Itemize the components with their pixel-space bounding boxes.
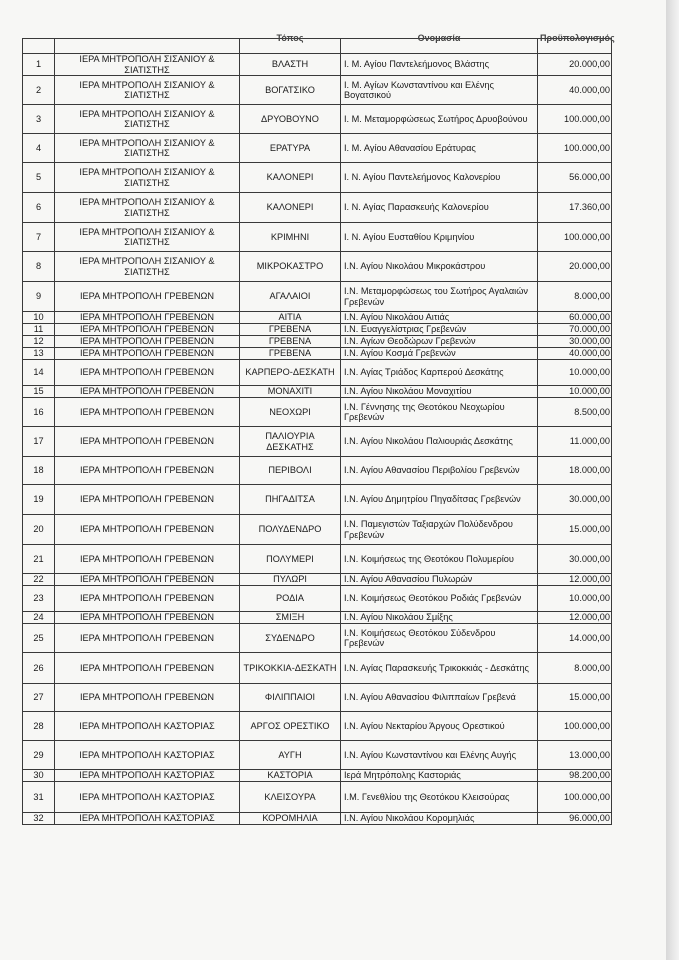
metropolis-cell: ΙΕΡΑ ΜΗΤΡΟΠΟΛΗ ΓΡΕΒΕΝΩΝ xyxy=(55,360,240,386)
amount-cell: 100.000,00 xyxy=(538,223,612,252)
table-row xyxy=(23,252,612,282)
amount-cell: 10.000,00 xyxy=(538,586,612,612)
row-number-cell: 25 xyxy=(23,624,55,653)
place-cell: ΒΛΑΣΤΗ xyxy=(240,54,341,76)
row-number-cell: 7 xyxy=(23,223,55,252)
metropolis-cell: ΙΕΡΑ ΜΗΤΡΟΠΟΛΗ ΓΡΕΒΕΝΩΝ xyxy=(55,386,240,398)
metropolis-cell: ΙΕΡΑ ΜΗΤΡΟΠΟΛΗ ΓΡΕΒΕΝΩΝ xyxy=(55,684,240,712)
amount-cell: 20.000,00 xyxy=(538,252,612,282)
place-cell: ΚΑΛΟΝΕΡΙ xyxy=(240,193,341,223)
row-number-cell: 26 xyxy=(23,653,55,684)
place-cell: ΓΡΕΒΕΝΑ xyxy=(240,324,341,336)
place-cell: ΚΛΕΙΣΟΥΡΑ xyxy=(240,782,341,813)
header-cell-name xyxy=(341,33,538,54)
place-cell: ΓΡΕΒΕΝΑ xyxy=(240,348,341,360)
table-row xyxy=(23,586,612,612)
amount-cell: 70.000,00 xyxy=(538,324,612,336)
amount-cell: 56.000,00 xyxy=(538,163,612,193)
metropolis-cell: ΙΕΡΑ ΜΗΤΡΟΠΟΛΗ ΣΙΣΑΝΙΟΥ & ΣΙΑΤΙΣΤΗΣ xyxy=(55,223,240,252)
place-cell: ΑΓΑΛΑΙΟΙ xyxy=(240,282,341,312)
church-name-cell: Ι.Μ. Γενεθλίου της Θεοτόκου Κλεισούρας xyxy=(341,782,538,813)
row-number-cell: 19 xyxy=(23,485,55,515)
table-row xyxy=(23,545,612,574)
metropolis-cell: ΙΕΡΑ ΜΗΤΡΟΠΟΛΗ ΣΙΣΑΝΙΟΥ & ΣΙΑΤΙΣΤΗΣ xyxy=(55,163,240,193)
row-number-cell: 24 xyxy=(23,612,55,624)
row-number-cell: 28 xyxy=(23,712,55,741)
row-number-cell: 4 xyxy=(23,134,55,163)
table-row xyxy=(23,712,612,741)
row-number-cell: 1 xyxy=(23,54,55,76)
metropolis-cell: ΙΕΡΑ ΜΗΤΡΟΠΟΛΗ ΓΡΕΒΕΝΩΝ xyxy=(55,574,240,586)
place-cell: ΜΙΚΡΟΚΑΣΤΡΟ xyxy=(240,252,341,282)
row-number-cell: 8 xyxy=(23,252,55,282)
church-name-cell: Ι.Ν. Αγίου Νεκταρίου Άργους Ορεστικού xyxy=(341,712,538,741)
table-row xyxy=(23,348,612,360)
header-cell-budget xyxy=(538,33,615,54)
church-name-cell: Ι.Ν. Αγίου Αθανασίου Φιλιππαίων Γρεβενά xyxy=(341,684,538,712)
row-number-cell: 14 xyxy=(23,360,55,386)
church-name-cell: Ι. Ν. Αγίου Παντελεήμονος Καλονερίου xyxy=(341,163,538,193)
place-cell: ΚΑΛΟΝΕΡΙ xyxy=(240,163,341,193)
amount-cell: 30.000,00 xyxy=(538,336,612,348)
metropolis-cell: ΙΕΡΑ ΜΗΤΡΟΠΟΛΗ ΓΡΕΒΕΝΩΝ xyxy=(55,282,240,312)
table-row xyxy=(23,515,612,545)
amount-cell: 60.000,00 xyxy=(538,312,612,324)
amount-cell: 17.360,00 xyxy=(538,193,612,223)
church-name-cell: Ι.Ν. Αγίου Κοσμά Γρεβενών xyxy=(341,348,538,360)
table-row xyxy=(23,427,612,457)
table-row xyxy=(23,457,612,485)
row-number-cell: 13 xyxy=(23,348,55,360)
amount-cell: 100.000,00 xyxy=(538,134,612,163)
row-number-cell: 10 xyxy=(23,312,55,324)
table-row xyxy=(23,336,612,348)
place-cell: ΣΥΔΕΝΔΡΟ xyxy=(240,624,341,653)
table-row xyxy=(23,282,612,312)
place-cell: ΦΙΛΙΠΠΑΙΟΙ xyxy=(240,684,341,712)
amount-cell: 15.000,00 xyxy=(538,515,612,545)
place-cell: ΚΑΡΠΕΡΟ-ΔΕΣΚΑΤΗ xyxy=(240,360,341,386)
amount-cell: 20.000,00 xyxy=(538,54,612,76)
table-row xyxy=(23,574,612,586)
row-number-cell: 2 xyxy=(23,76,55,105)
amount-cell: 96.000,00 xyxy=(538,813,612,825)
table-row xyxy=(23,782,612,813)
table-row xyxy=(23,193,612,223)
row-number-cell: 27 xyxy=(23,684,55,712)
amount-cell: 30.000,00 xyxy=(538,545,612,574)
table-row xyxy=(23,813,612,825)
church-name-cell: Ι.Ν. Αγίου Νικολάου Αιτιάς xyxy=(341,312,538,324)
metropolis-cell: ΙΕΡΑ ΜΗΤΡΟΠΟΛΗ ΚΑΣΤΟΡΙΑΣ xyxy=(55,712,240,741)
row-number-cell: 3 xyxy=(23,105,55,134)
table-row xyxy=(23,163,612,193)
church-name-cell: Ιερά Μητρόπολης Καστοριάς xyxy=(341,770,538,782)
header-cell-number xyxy=(23,39,55,54)
table-row xyxy=(23,485,612,515)
row-number-cell: 18 xyxy=(23,457,55,485)
church-name-cell: Ι.Ν. Αγίας Τριάδος Καρπερού Δεσκάτης xyxy=(341,360,538,386)
metropolis-cell: ΙΕΡΑ ΜΗΤΡΟΠΟΛΗ ΣΙΣΑΝΙΟΥ & ΣΙΑΤΙΣΤΗΣ xyxy=(55,134,240,163)
metropolis-cell: ΙΕΡΑ ΜΗΤΡΟΠΟΛΗ ΚΑΣΤΟΡΙΑΣ xyxy=(55,741,240,770)
church-name-cell: Ι.Ν. Κοιμήσεως Θεοτόκου Ροδιάς Γρεβενών xyxy=(341,586,538,612)
row-number-cell: 5 xyxy=(23,163,55,193)
row-number-cell: 31 xyxy=(23,782,55,813)
place-cell: ΑΡΓΟΣ ΟΡΕΣΤΙΚΟ xyxy=(240,712,341,741)
header-budget-label: Προϋπολογισμός xyxy=(540,33,615,43)
metropolis-cell: ΙΕΡΑ ΜΗΤΡΟΠΟΛΗ ΣΙΣΑΝΙΟΥ & ΣΙΑΤΙΣΤΗΣ xyxy=(55,193,240,223)
metropolis-cell: ΙΕΡΑ ΜΗΤΡΟΠΟΛΗ ΓΡΕΒΕΝΩΝ xyxy=(55,312,240,324)
church-name-cell: Ι.Ν. Κοιμήσεως Θεοτόκου Σύδενδρου Γρεβενών xyxy=(341,624,538,653)
church-name-cell: Ι.Ν. Μεταμορφώσεως του Σωτήρος Αγαλαιών Γρεβενών xyxy=(341,282,538,312)
church-name-cell: Ι.Ν. Αγίου Νικολάου Μοναχιτίου xyxy=(341,386,538,398)
metropolis-cell: ΙΕΡΑ ΜΗΤΡΟΠΟΛΗ ΓΡΕΒΕΝΩΝ xyxy=(55,612,240,624)
church-name-cell: Ι.Ν. Αγίου Αθανασίου Περιβολίου Γρεβενών xyxy=(341,457,538,485)
metropolis-cell: ΙΕΡΑ ΜΗΤΡΟΠΟΛΗ ΣΙΣΑΝΙΟΥ & ΣΙΑΤΙΣΤΗΣ xyxy=(55,252,240,282)
metropolis-cell: ΙΕΡΑ ΜΗΤΡΟΠΟΛΗ ΣΙΣΑΝΙΟΥ & ΣΙΑΤΙΣΤΗΣ xyxy=(55,54,240,76)
church-name-cell: Ι.Ν. Αγίων Θεοδώρων Γρεβενών xyxy=(341,336,538,348)
place-cell: ΒΟΓΑΤΣΙΚΟ xyxy=(240,76,341,105)
amount-cell: 12.000,00 xyxy=(538,574,612,586)
row-number-cell: 20 xyxy=(23,515,55,545)
header-cell-place xyxy=(240,33,341,54)
amount-cell: 30.000,00 xyxy=(538,485,612,515)
amount-cell: 8.500,00 xyxy=(538,398,612,427)
amount-cell: 98.200,00 xyxy=(538,770,612,782)
metropolis-cell: ΙΕΡΑ ΜΗΤΡΟΠΟΛΗ ΚΑΣΤΟΡΙΑΣ xyxy=(55,813,240,825)
place-cell: ΕΡΑΤΥΡΑ xyxy=(240,134,341,163)
metropolis-cell: ΙΕΡΑ ΜΗΤΡΟΠΟΛΗ ΓΡΕΒΕΝΩΝ xyxy=(55,653,240,684)
table-row xyxy=(23,770,612,782)
church-name-cell: Ι. Μ. Αγίων Κωνσταντίνου και Ελένης Βογατσικού xyxy=(341,76,538,105)
table-row xyxy=(23,624,612,653)
metropolis-cell: ΙΕΡΑ ΜΗΤΡΟΠΟΛΗ ΓΡΕΒΕΝΩΝ xyxy=(55,324,240,336)
row-number-cell: 22 xyxy=(23,574,55,586)
church-name-cell: Ι. Ν. Αγίου Ευσταθίου Κριμηνίου xyxy=(341,223,538,252)
amount-cell: 40.000,00 xyxy=(538,76,612,105)
header-row xyxy=(23,39,612,54)
row-number-cell: 21 xyxy=(23,545,55,574)
amount-cell: 18.000,00 xyxy=(538,457,612,485)
table-row xyxy=(23,312,612,324)
place-cell: ΣΜΙΞΗ xyxy=(240,612,341,624)
header-cell-organization xyxy=(55,39,240,54)
church-name-cell: Ι.Ν. Αγίου Δημητρίου Πηγαδίτσας Γρεβενών xyxy=(341,485,538,515)
row-number-cell: 17 xyxy=(23,427,55,457)
metropolis-cell: ΙΕΡΑ ΜΗΤΡΟΠΟΛΗ ΓΡΕΒΕΝΩΝ xyxy=(55,515,240,545)
amount-cell: 13.000,00 xyxy=(538,741,612,770)
place-cell: ΜΟΝΑΧΙΤΙ xyxy=(240,386,341,398)
table-body xyxy=(23,33,615,825)
metropolis-cell: ΙΕΡΑ ΜΗΤΡΟΠΟΛΗ ΓΡΕΒΕΝΩΝ xyxy=(55,586,240,612)
church-name-cell: Ι. Ν. Αγίας Παρασκευής Καλονερίου xyxy=(341,193,538,223)
row-number-cell: 32 xyxy=(23,813,55,825)
amount-cell: 12.000,00 xyxy=(538,612,612,624)
budget-table xyxy=(22,33,615,825)
place-cell: ΓΡΕΒΕΝΑ xyxy=(240,336,341,348)
church-name-cell: Ι. Μ. Αγίου Παντελεήμονος Βλάστης xyxy=(341,54,538,76)
table-row xyxy=(23,612,612,624)
row-number-cell: 29 xyxy=(23,741,55,770)
church-name-cell: Ι.Ν. Αγίου Κωνσταντίνου και Ελένης Αυγής xyxy=(341,741,538,770)
table-row xyxy=(23,741,612,770)
place-cell: ΑΥΓΗ xyxy=(240,741,341,770)
row-number-cell: 6 xyxy=(23,193,55,223)
row-number-cell: 11 xyxy=(23,324,55,336)
table-row xyxy=(23,223,612,252)
table-row xyxy=(23,684,612,712)
church-name-cell: Ι. Μ. Αγίου Αθανασίου Εράτυρας xyxy=(341,134,538,163)
metropolis-cell: ΙΕΡΑ ΜΗΤΡΟΠΟΛΗ ΚΑΣΤΟΡΙΑΣ xyxy=(55,770,240,782)
place-cell: ΠΥΛΩΡΙ xyxy=(240,574,341,586)
amount-cell: 10.000,00 xyxy=(538,386,612,398)
metropolis-cell: ΙΕΡΑ ΜΗΤΡΟΠΟΛΗ ΓΡΕΒΕΝΩΝ xyxy=(55,485,240,515)
amount-cell: 10.000,00 xyxy=(538,360,612,386)
place-cell: ΝΕΟΧΩΡΙ xyxy=(240,398,341,427)
table-row xyxy=(23,398,612,427)
church-name-cell: Ι.Ν. Αγίου Νικολάου Κορομηλιάς xyxy=(341,813,538,825)
row-number-cell: 16 xyxy=(23,398,55,427)
metropolis-cell: ΙΕΡΑ ΜΗΤΡΟΠΟΛΗ ΓΡΕΒΕΝΩΝ xyxy=(55,427,240,457)
place-cell: ΡΟΔΙΑ xyxy=(240,586,341,612)
header-name-label: Ονομασία xyxy=(417,33,461,43)
amount-cell: 14.000,00 xyxy=(538,624,612,653)
page-edge xyxy=(666,0,679,960)
place-cell: ΑΙΤΙΑ xyxy=(240,312,341,324)
amount-cell: 15.000,00 xyxy=(538,684,612,712)
church-name-cell: Ι.Ν. Αγίου Νικολάου Παλιουριάς Δεσκάτης xyxy=(341,427,538,457)
place-cell: ΠΑΛΙΟΥΡΙΑ ΔΕΣΚΑΤΗΣ xyxy=(240,427,341,457)
church-name-cell: Ι.Ν. Αγίου Νικολάου Σμίξης xyxy=(341,612,538,624)
church-name-cell: Ι.Ν. Παμεγιστών Ταξιαρχών Πολύδενδρου Γρεβενών xyxy=(341,515,538,545)
metropolis-cell: ΙΕΡΑ ΜΗΤΡΟΠΟΛΗ ΓΡΕΒΕΝΩΝ xyxy=(55,336,240,348)
amount-cell: 11.000,00 xyxy=(538,427,612,457)
table-row xyxy=(23,134,612,163)
row-number-cell: 30 xyxy=(23,770,55,782)
table-row xyxy=(23,54,612,76)
church-name-cell: Ι.Ν. Αγίου Αθανασίου Πυλωρών xyxy=(341,574,538,586)
place-cell: ΠΟΛΥΜΕΡΙ xyxy=(240,545,341,574)
church-name-cell: Ι.Ν. Ευαγγελίστριας Γρεβενών xyxy=(341,324,538,336)
amount-cell: 40.000,00 xyxy=(538,348,612,360)
church-name-cell: Ι. Μ. Μεταμορφώσεως Σωτήρος Δρυοβούνου xyxy=(341,105,538,134)
row-number-cell: 23 xyxy=(23,586,55,612)
metropolis-cell: ΙΕΡΑ ΜΗΤΡΟΠΟΛΗ ΓΡΕΒΕΝΩΝ xyxy=(55,457,240,485)
place-cell: ΚΟΡΟΜΗΛΙΑ xyxy=(240,813,341,825)
metropolis-cell: ΙΕΡΑ ΜΗΤΡΟΠΟΛΗ ΓΡΕΒΕΝΩΝ xyxy=(55,624,240,653)
metropolis-cell: ΙΕΡΑ ΜΗΤΡΟΠΟΛΗ ΚΑΣΤΟΡΙΑΣ xyxy=(55,782,240,813)
amount-cell: 8.000,00 xyxy=(538,282,612,312)
place-cell: ΔΡΥΟΒΟΥΝΟ xyxy=(240,105,341,134)
amount-cell: 8.000,00 xyxy=(538,653,612,684)
church-name-cell: Ι.Ν. Γέννησης της Θεοτόκου Νεοχωρίου Γρεβενών xyxy=(341,398,538,427)
place-cell: ΠΟΛΥΔΕΝΔΡΟ xyxy=(240,515,341,545)
row-number-cell: 9 xyxy=(23,282,55,312)
table-row xyxy=(23,653,612,684)
church-name-cell: Ι.Ν. Αγίας Παρασκευής Τρικοκκιάς - Δεσκάτης xyxy=(341,653,538,684)
row-number-cell: 12 xyxy=(23,336,55,348)
place-cell: ΚΡΙΜΗΝΙ xyxy=(240,223,341,252)
metropolis-cell: ΙΕΡΑ ΜΗΤΡΟΠΟΛΗ ΓΡΕΒΕΝΩΝ xyxy=(55,545,240,574)
place-cell: ΤΡΙΚΟΚΚΙΑ-ΔΕΣΚΑΤΗ xyxy=(240,653,341,684)
church-name-cell: Ι.Ν. Κοιμήσεως της Θεοτόκου Πολυμερίου xyxy=(341,545,538,574)
metropolis-cell: ΙΕΡΑ ΜΗΤΡΟΠΟΛΗ ΣΙΣΑΝΙΟΥ & ΣΙΑΤΙΣΤΗΣ xyxy=(55,76,240,105)
header-place-label: Τόπος xyxy=(276,33,304,43)
table-row xyxy=(23,76,612,105)
metropolis-cell: ΙΕΡΑ ΜΗΤΡΟΠΟΛΗ ΓΡΕΒΕΝΩΝ xyxy=(55,348,240,360)
row-number-cell: 15 xyxy=(23,386,55,398)
table-row xyxy=(23,324,612,336)
metropolis-cell: ΙΕΡΑ ΜΗΤΡΟΠΟΛΗ ΣΙΣΑΝΙΟΥ & ΣΙΑΤΙΣΤΗΣ xyxy=(55,105,240,134)
place-cell: ΚΑΣΤΟΡΙΑ xyxy=(240,770,341,782)
table-row xyxy=(23,105,612,134)
place-cell: ΠΗΓΑΔΙΤΣΑ xyxy=(240,485,341,515)
metropolis-cell: ΙΕΡΑ ΜΗΤΡΟΠΟΛΗ ΓΡΕΒΕΝΩΝ xyxy=(55,398,240,427)
amount-cell: 100.000,00 xyxy=(538,712,612,741)
place-cell: ΠΕΡΙΒΟΛΙ xyxy=(240,457,341,485)
table-row xyxy=(23,386,612,398)
church-name-cell: Ι.Ν. Αγίου Νικολάου Μικροκάστρου xyxy=(341,252,538,282)
amount-cell: 100.000,00 xyxy=(538,782,612,813)
amount-cell: 100.000,00 xyxy=(538,105,612,134)
table-row xyxy=(23,360,612,386)
